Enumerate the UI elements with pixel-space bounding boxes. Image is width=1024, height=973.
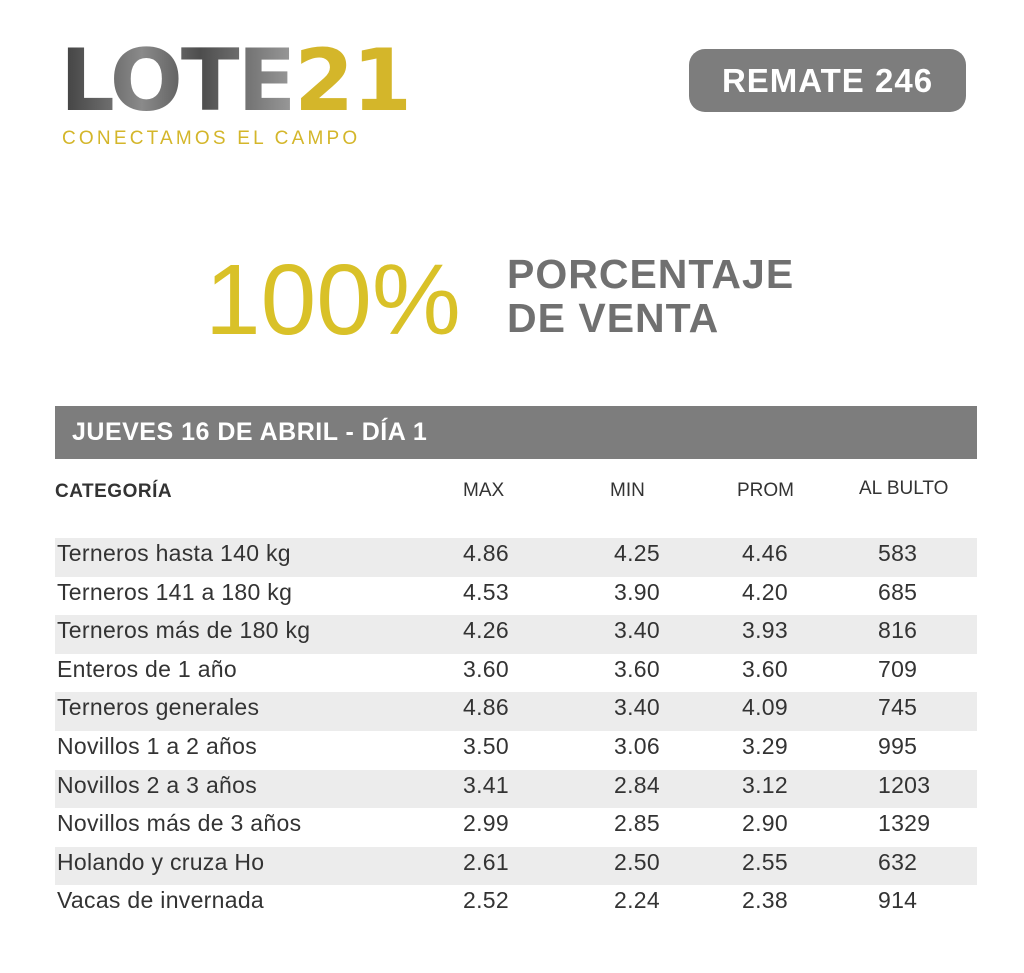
cell-category: Enteros de 1 año [57, 655, 237, 682]
cell-max: 3.41 [463, 771, 509, 798]
cell-min: 3.60 [614, 655, 660, 682]
cell-category: Holando y cruza Ho [57, 848, 265, 875]
cell-category: Vacas de invernada [57, 887, 264, 914]
brand-logo [60, 31, 410, 153]
cell-prom: 3.29 [742, 732, 788, 759]
cell-al-bulto: 685 [878, 578, 918, 605]
cell-max: 4.86 [463, 540, 509, 566]
cell-al-bulto: 816 [878, 617, 918, 644]
cell-min: 2.50 [614, 848, 660, 875]
cell-category: Terneros 141 a 180 kg [57, 578, 293, 605]
cell-max: 4.53 [463, 578, 509, 605]
sale-label-line2: DE VENTA [507, 295, 720, 341]
cell-prom: 4.46 [742, 540, 788, 566]
cell-max: 3.50 [463, 732, 509, 759]
cell-category: Terneros generales [57, 694, 260, 721]
cell-category: Novillos 2 a 3 años [57, 771, 258, 798]
header-min: MIN [610, 480, 645, 501]
cell-category: Terneros más de 180 kg [57, 617, 311, 644]
cell-al-bulto: 632 [878, 848, 918, 875]
header-max: MAX [463, 480, 505, 501]
cell-min: 3.90 [614, 578, 660, 605]
cell-prom: 4.20 [742, 578, 788, 605]
cell-min: 3.40 [614, 694, 660, 721]
header-al-bulto: AL BULTO [859, 478, 949, 499]
cell-min: 4.25 [614, 540, 660, 566]
logo-wordmark [60, 31, 410, 131]
cell-prom: 3.12 [742, 771, 788, 798]
table-row [55, 885, 977, 924]
cell-max: 2.99 [463, 810, 509, 837]
cell-prom: 3.93 [742, 617, 788, 644]
table-row [55, 538, 977, 577]
cell-max: 3.60 [463, 655, 509, 682]
brand-tagline: CONECTAMOS EL CAMPO [62, 128, 361, 149]
table-row [55, 731, 977, 770]
header-category: CATEGORÍA [55, 481, 173, 502]
cell-min: 2.85 [614, 810, 660, 837]
cell-al-bulto: 709 [878, 655, 918, 682]
cell-min: 2.84 [614, 771, 660, 798]
cell-min: 2.24 [614, 887, 660, 914]
cell-category: Terneros hasta 140 kg [57, 540, 291, 566]
auction-badge: REMATE 246 [689, 49, 966, 112]
cell-min: 3.06 [614, 732, 660, 759]
cell-min: 3.40 [614, 617, 660, 644]
cell-al-bulto: 583 [878, 540, 918, 566]
table-row [55, 770, 977, 809]
table-header [55, 474, 977, 512]
table-row [55, 808, 977, 847]
table-row [55, 615, 977, 654]
day-header: JUEVES 16 DE ABRIL - DÍA 1 [55, 406, 977, 459]
cell-al-bulto: 745 [878, 694, 918, 721]
cell-prom: 2.38 [742, 887, 788, 914]
price-table [55, 474, 977, 914]
cell-al-bulto: 1203 [878, 771, 931, 798]
cell-prom: 2.55 [742, 848, 788, 875]
logo-word: LOTE [60, 31, 295, 131]
cell-prom: 4.09 [742, 694, 788, 721]
cell-max: 2.52 [463, 887, 509, 914]
cell-prom: 3.60 [742, 655, 788, 682]
cell-max: 4.26 [463, 617, 509, 644]
sale-percent: 100% [205, 244, 461, 356]
cell-al-bulto: 914 [878, 887, 918, 914]
cell-category: Novillos 1 a 2 años [57, 732, 258, 759]
cell-prom: 2.90 [742, 810, 788, 837]
logo-number: 21 [294, 31, 410, 131]
table-row [55, 577, 977, 616]
cell-al-bulto: 995 [878, 732, 918, 759]
cell-al-bulto: 1329 [878, 810, 931, 837]
cell-category: Novillos más de 3 años [57, 810, 302, 837]
sale-label-line1: PORCENTAJE [507, 251, 795, 297]
table-row [55, 692, 977, 731]
sale-percent-label [507, 252, 794, 340]
cell-max: 4.86 [463, 694, 509, 721]
table-row [55, 847, 977, 886]
header-prom: PROM [737, 480, 794, 501]
table-body [55, 538, 977, 924]
table-row [55, 654, 977, 693]
cell-max: 2.61 [463, 848, 509, 875]
